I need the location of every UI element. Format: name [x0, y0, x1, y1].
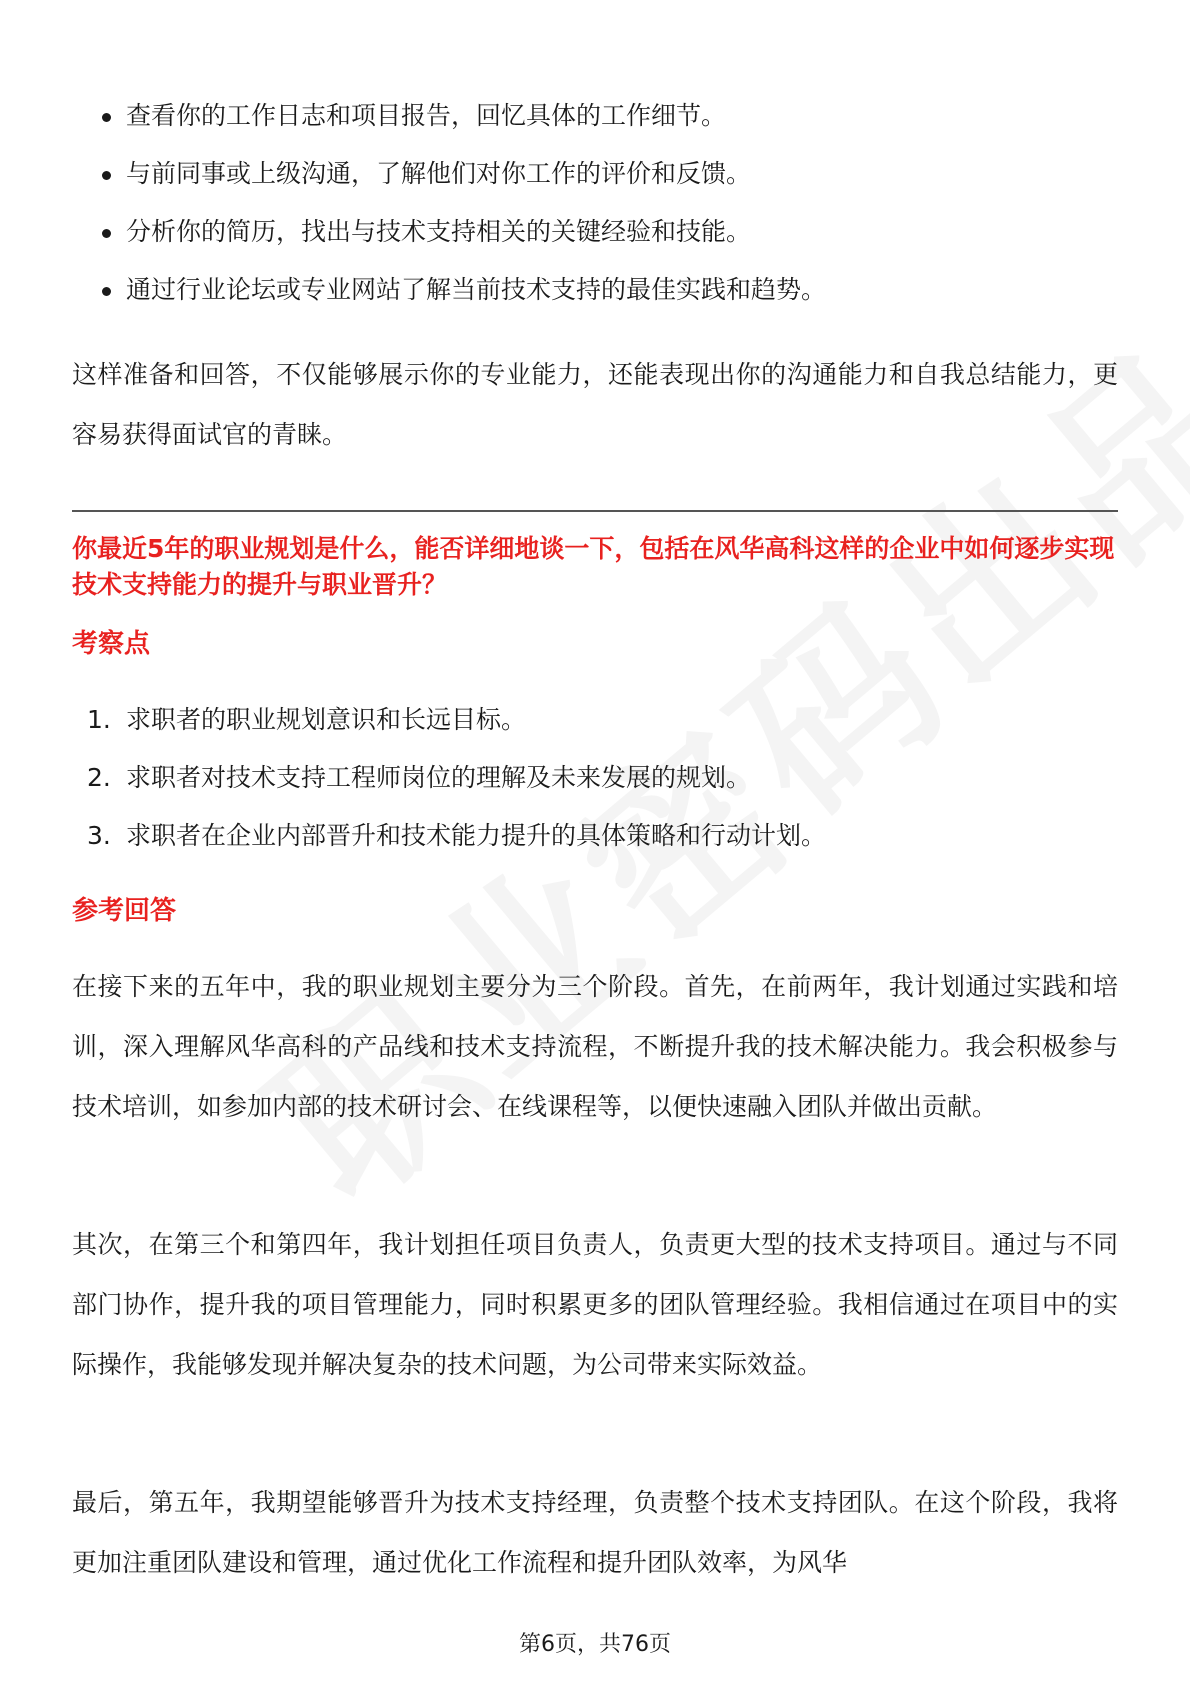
bullet-text: 查看你的工作日志和项目报告，回忆具体的工作细节。	[126, 101, 727, 130]
item-text: 求职者的职业规划意识和长远目标。	[126, 705, 527, 734]
question-heading: 你最近5年的职业规划是什么，能否详细地谈一下，包括在风华高科这样的企业中如何逐步实现技术支持能力的提升与职业晋升？	[72, 534, 1115, 599]
bullet-text: 分析你的简历，找出与技术支持相关的关键经验和技能。	[126, 217, 752, 246]
page-number-footer: 第6页，共76页	[519, 1632, 671, 1657]
item-number: 1.	[87, 705, 111, 734]
list-item	[72, 807, 826, 865]
list-item	[72, 261, 826, 319]
bullet-icon	[102, 171, 111, 180]
bullet-icon	[102, 113, 111, 122]
item-number: 3.	[87, 821, 111, 850]
assessment-list	[72, 691, 826, 865]
bullet-text: 通过行业论坛或专业网站了解当前技术支持的最佳实践和趋势。	[126, 275, 827, 304]
assessment-label: 考察点	[72, 629, 151, 659]
item-number: 2.	[87, 763, 111, 792]
answer-paragraph: 其次，在第三个和第四年，我计划担任项目负责人，负责更大型的技术支持项目。通过与不同部门协作，提升我的项目管理能力，同时积累更多的团队管理经验。我相信通过在项目中的实际操作，我能够发现并解决复杂的技术问题，为公司带来实际效益。	[72, 1230, 1118, 1379]
answer-paragraph: 最后，第五年，我期望能够晋升为技术支持经理，负责整个技术支持团队。在这个阶段，我将更加注重团队建设和管理，通过优化工作流程和提升团队效率，为风华	[72, 1488, 1118, 1577]
summary-paragraph: 这样准备和回答，不仅能够展示你的专业能力，还能表现出你的沟通能力和自我总结能力，更容易获得面试官的青睐。	[72, 360, 1118, 449]
list-item	[72, 145, 826, 203]
bullet-text: 与前同事或上级沟通，了解他们对你工作的评价和反馈。	[126, 159, 752, 188]
bullet-icon	[102, 287, 111, 296]
list-item	[72, 691, 826, 749]
bullet-icon	[102, 229, 111, 238]
answer-label: 参考回答	[72, 896, 177, 926]
list-item	[72, 203, 826, 261]
list-item	[72, 749, 826, 807]
section-divider	[72, 510, 1118, 512]
item-text: 求职者在企业内部晋升和技术能力提升的具体策略和行动计划。	[126, 821, 827, 850]
list-item	[72, 87, 826, 145]
answer-paragraph: 在接下来的五年中，我的职业规划主要分为三个阶段。首先，在前两年，我计划通过实践和培训，深入理解风华高科的产品线和技术支持流程，不断提升我的技术解决能力。我会积极参与技术培训，如参加内部的技术研讨会、在线课程等，以便快速融入团队并做出贡献。	[72, 972, 1118, 1121]
item-text: 求职者对技术支持工程师岗位的理解及未来发展的规划。	[126, 763, 752, 792]
intro-bullet-list	[72, 87, 826, 319]
